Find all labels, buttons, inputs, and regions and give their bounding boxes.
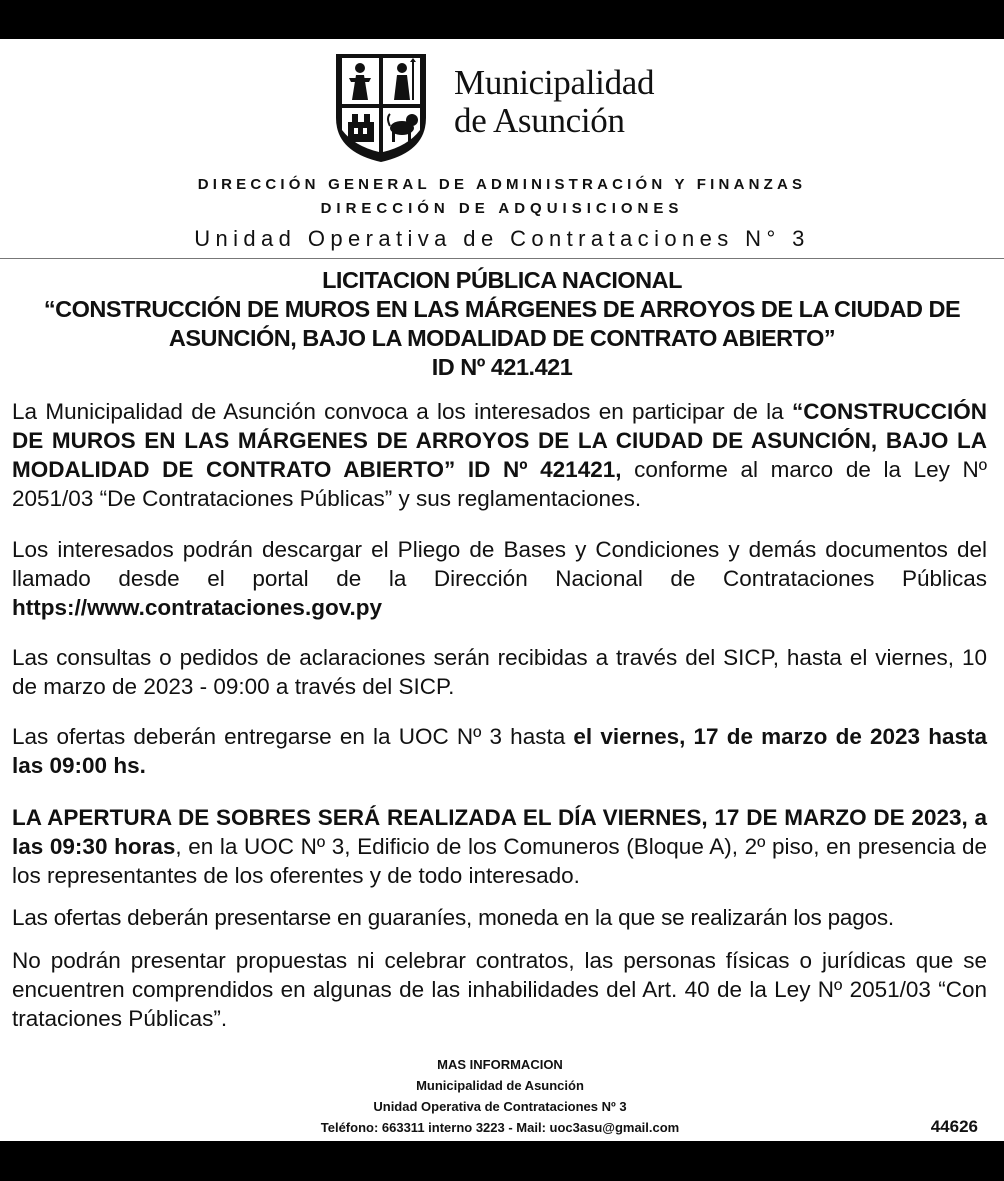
p1-project-name: “CONSTRUCCIÓN DE MUROS EN LAS MÁRGENES DE ARROYOS DE LA CIUDAD DE ASUNCIÓN, BAJO LA MODALIDAD DE CONTRATO ABIERTO” ID Nº 421421, [12,399,987,482]
info-line-1: Municipalidad de Asunción [416,1078,584,1093]
p5-opening-date: LA APERTURA DE SOBRES SERÁ REALIZADA EL DÍA VIERNES, 17 DE MARZO DE 2023, a las 09:30 horas [12,805,987,859]
notice-body [12,397,987,1033]
tender-title [10,266,994,382]
coat-of-arms-icon [332,48,430,164]
paragraph-convocation [12,397,987,513]
ad-code: 44626 [930,1117,978,1136]
info-heading: MAS INFORMACION [437,1057,563,1072]
brand-name [454,64,654,140]
divider [0,258,1004,259]
dept-acquisitions: DIRECCIÓN DE ADQUISICIONES [320,200,684,217]
brand-line-1: Municipalidad [454,63,655,102]
title-line-4: ID Nº 421.421 [431,354,573,380]
contact-info [200,1054,800,1138]
title-line-2: “CONSTRUCCIÓN DE MUROS EN LAS MÁRGENES DE ARROYOS DE LA CIUDAD DE [43,296,961,322]
bottom-black-bar [0,1141,1004,1181]
paragraph-restrictions: No podrán presentar propuestas ni celebrar contratos, las personas físicas o jurídicas que se encuentren comprendidos en algunas de las inhabilidades del Art. 40 de la Ley Nº 2051/03 “Con trataciones Públicas”. [12,948,987,1031]
title-line-3: ASUNCIÓN, BAJO LA MODALIDAD DE CONTRATO ABIERTO” [168,325,836,351]
paragraph-opening [12,803,987,890]
p5-text: , en la UOC Nº 3, Edificio de los Comuneros (Bloque A), 2º piso, en presencia de los representantes de los oferentes y de todo interesado. [12,834,987,888]
paragraph-download [12,535,987,622]
p4-deadline: el viernes, 17 de marzo de 2023 hasta las 09:00 hs. [12,724,987,778]
p1-text-end: conforme al marco de la Ley Nº 2051/03 “De Contrataciones Públicas” y sus reglamentaciones. [12,457,987,511]
paragraph-offers-deadline [12,722,987,780]
paragraph-currency: Las ofertas deberán presentarse en guaraníes, moneda en la que se realizarán los pagos. [12,905,894,930]
unit-heading: Unidad Operativa de Contrataciones N° 3 [194,226,810,251]
dept-general: DIRECCIÓN GENERAL DE ADMINISTRACIÓN Y FINANZAS [197,176,807,193]
p2-text: Los interesados podrán descargar el Pliego de Bases y Condiciones y demás documentos del llamado desde el portal de la Dirección Nacional de Contrataciones Públicas [12,537,987,591]
top-black-bar [0,0,1004,39]
portal-url: https://www.contrataciones.gov.py [12,595,383,620]
info-line-2: Unidad Operativa de Contrataciones Nº 3 [373,1099,627,1114]
info-line-3: Teléfono: 663311 interno 3223 - Mail: uoc3asu@gmail.com [320,1120,680,1135]
brand-line-2: de Asunción [454,101,625,140]
title-line-1: LICITACION PÚBLICA NACIONAL [322,267,682,293]
municipality-logo [332,48,672,166]
p1-text: La Municipalidad de Asunción convoca a los interesados en participar de la [12,399,792,424]
paragraph-consultations: Las consultas o pedidos de aclaraciones serán recibidas a través del SICP, hasta el viernes, 10 de marzo de 2023 - 09:00 a través del SICP. [12,645,987,699]
p4-text: Las ofertas deberán entregarse en la UOC Nº 3 hasta [12,724,574,749]
